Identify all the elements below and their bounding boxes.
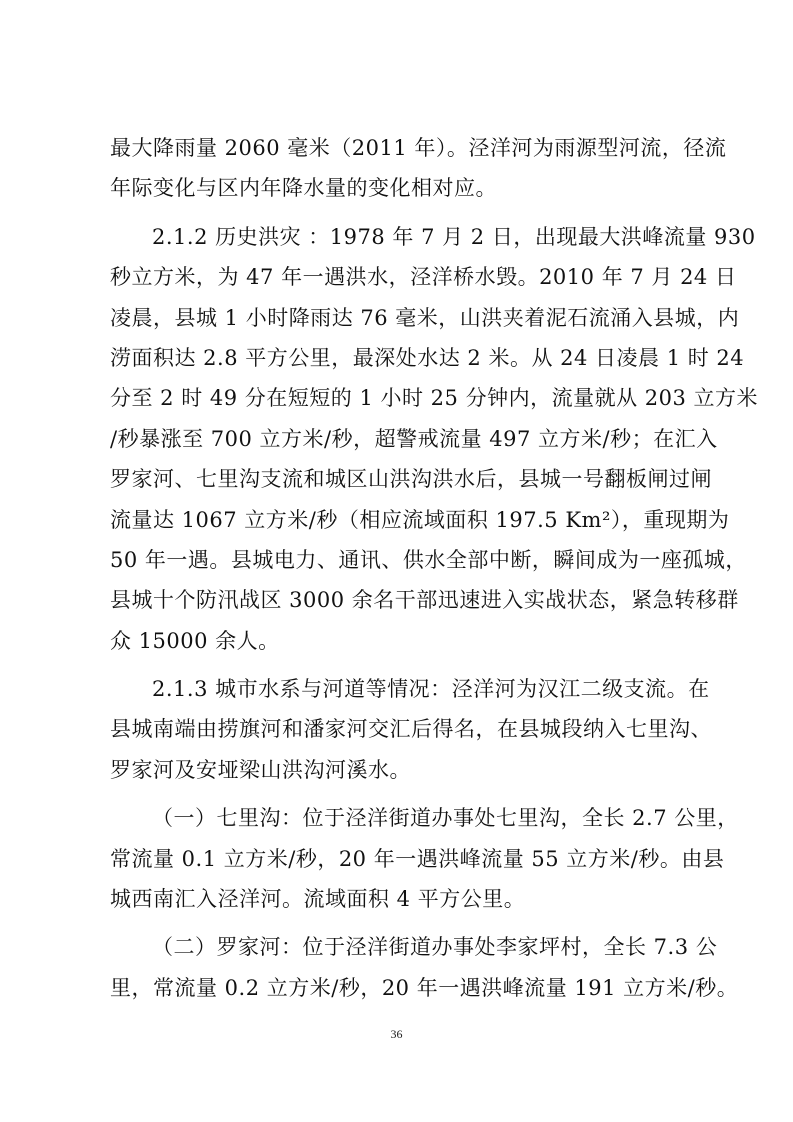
text-line: 罗家河及安垭梁山洪沟河溪水。 bbox=[110, 757, 411, 782]
text-line: 秒立方米，为 47 年一遇洪水，泾洋桥水毁。2010 年 7 月 24 日 bbox=[110, 265, 737, 290]
paragraph-rainfall bbox=[110, 128, 727, 209]
text-line: 凌晨，县城 1 小时降雨达 76 毫米，山洪夹着泥石流涌入县城，内 bbox=[110, 305, 740, 330]
text-line: 2.1.2 历史洪灾 ：1978 年 7 月 2 日，出现最大洪峰流量 930 bbox=[152, 224, 756, 249]
text-line: 最大降雨量 2060 毫米（2011 年）。泾洋河为雨源型河流，径流 bbox=[110, 136, 727, 160]
text-line: 众 15000 余人。 bbox=[110, 628, 280, 653]
paragraph-water-system bbox=[110, 669, 712, 790]
page-number: 36 bbox=[390, 1027, 403, 1041]
text-line: 涝面积达 2.8 平方公里，最深处水达 2 米。从 24 日凌晨 1 时 24 bbox=[110, 345, 745, 370]
text-line: 2.1.3 城市水系与河道等情况：泾洋河为汉江二级支流。在 bbox=[152, 677, 710, 702]
text-line: 罗家河、七里沟支流和城区山洪沟洪水后，县城一号翻板闸过闸 bbox=[110, 467, 712, 492]
text-line: 分至 2 时 49 分在短短的 1 小时 25 分钟内，流量就从 203 立方米 bbox=[110, 386, 758, 411]
text-line: 常流量 0.1 立方米/秒，20 年一遇洪峰流量 55 立方米/秒。由县 bbox=[110, 846, 725, 871]
paragraph-qiligou bbox=[110, 798, 739, 919]
body-text bbox=[110, 128, 758, 1008]
paragraph-luojiahe bbox=[110, 927, 739, 1008]
paragraph-historical-floods bbox=[110, 217, 758, 661]
text-line: 城西南汇入泾洋河。流域面积 4 平方公里。 bbox=[110, 887, 526, 912]
text-line: 50 年一遇。县城电力、通讯、供水全部中断，瞬间成为一座孤城， bbox=[110, 547, 747, 572]
text-line: /秒暴涨至 700 立方米/秒，超警戒流量 497 立方米/秒；在汇入 bbox=[110, 426, 718, 451]
text-line: 县城十个防汛战区 3000 余名干部迅速进入实战状态，紧急转移群 bbox=[110, 588, 739, 613]
text-line: 县城南端由捞旗河和潘家河交汇后得名，在县城段纳入七里沟、 bbox=[110, 717, 712, 742]
text-line: 流量达 1067 立方米/秒（相应流域面积 197.5 Km²），重现期为 bbox=[110, 507, 730, 532]
text-line: （二）罗家河：位于泾洋街道办事处李家坪村，全长 7.3 公 bbox=[152, 935, 718, 960]
text-line: 里，常流量 0.2 立方米/秒，20 年一遇洪峰流量 191 立方米/秒。 bbox=[110, 975, 739, 1000]
text-line: 年际变化与区内年降水量的变化相对应。 bbox=[110, 176, 497, 201]
text-line: （一）七里沟：位于泾洋街道办事处七里沟，全长 2.7 公里， bbox=[152, 806, 739, 831]
